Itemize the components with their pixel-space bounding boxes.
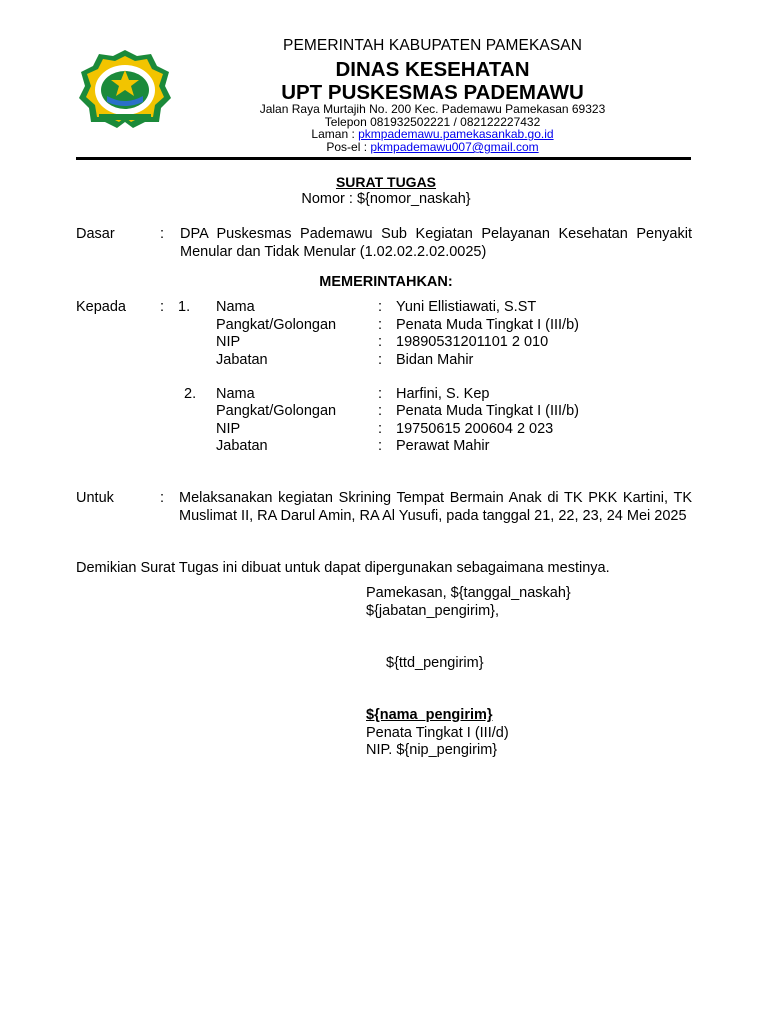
field-label: Pangkat/Golongan: [216, 403, 337, 419]
field-colon: :: [378, 299, 383, 315]
field-value: Harfini, S. Kep: [396, 385, 490, 402]
sender-nip: NIP. ${nip_pengirim}: [366, 742, 498, 758]
signature-placeholder: ${ttd_pengirim}: [386, 655, 484, 671]
field-label: NIP: [216, 334, 241, 350]
kepada-label: Kepada: [76, 299, 126, 315]
header-divider: [76, 157, 691, 160]
field-value: 19750615 200604 2 023: [396, 420, 554, 437]
dasar-text: DPA Puskesmas Pademawu Sub Kegiatan Pelayanan Kesehatan Penyakit Menular dan Tidak Menular (1.02.02.2.02.0025): [180, 226, 692, 260]
dasar-label: Dasar: [76, 226, 115, 242]
agency-name: DINAS KESEHATAN: [335, 58, 530, 81]
field-value: Yuni Ellistiawati, S.ST: [396, 299, 537, 315]
email-line: [175, 141, 690, 154]
untuk-colon: :: [160, 490, 165, 506]
dasar-colon: :: [160, 226, 165, 242]
untuk-label: Untuk: [76, 490, 114, 506]
pamekasan-logo-icon: [77, 48, 173, 128]
field-label: Jabatan: [216, 438, 268, 454]
field-colon: :: [378, 351, 383, 368]
field-value: 19890531201101 2 010: [396, 334, 549, 350]
kepada-colon: :: [160, 299, 165, 315]
unit-name: UPT PUSKESMAS PADEMAWU: [281, 81, 584, 104]
field-colon: :: [378, 334, 383, 350]
sender-position: ${jabatan_pengirim},: [366, 603, 500, 619]
sender-name: ${nama_pengirim}: [366, 707, 493, 723]
website-label: Laman :: [311, 127, 359, 141]
person-number: 2.: [184, 385, 197, 402]
letter-title: SURAT TUGAS: [335, 174, 437, 190]
field-value: Bidan Mahir: [396, 351, 474, 368]
field-label: NIP: [216, 420, 241, 437]
field-colon: :: [378, 420, 383, 437]
field-label: Pangkat/Golongan: [216, 316, 337, 333]
field-colon: :: [378, 385, 383, 402]
command-heading: MEMERINTAHKAN:: [319, 274, 453, 290]
website-link[interactable]: pkmpademawu.pamekasankab.go.id: [358, 127, 554, 141]
phone: Telepon 081932502221 / 082122227432: [324, 115, 541, 129]
field-value: Penata Muda Tingkat I (III/b): [396, 316, 579, 333]
government-name: PEMERINTAH KABUPATEN PAMEKASAN: [283, 37, 582, 54]
place-date: Pamekasan, ${tanggal_naskah}: [366, 585, 571, 601]
field-colon: :: [378, 316, 383, 333]
email-label: Pos-el :: [326, 140, 371, 154]
sender-rank: Penata Tingkat I (III/d): [366, 724, 509, 741]
field-value: Penata Muda Tingkat I (III/b): [396, 403, 579, 419]
field-label: Jabatan: [216, 351, 268, 368]
closing-sentence: Demikian Surat Tugas ini dibuat untuk dapat dipergunakan sebagaimana mestinya.: [76, 560, 610, 576]
letter-number: Nomor : ${nomor_naskah}: [301, 191, 471, 207]
email-link[interactable]: pkmpademawu007@gmail.com: [370, 140, 539, 154]
person-number: 1.: [178, 299, 191, 315]
field-colon: :: [378, 403, 383, 419]
untuk-text: Melaksanakan kegiatan Skrining Tempat Bermain Anak di TK PKK Kartini, TK Muslimat II, RA Darul Amin, RA Al Yusufi, pada tanggal 21, 22, 23, 24 Mei 2025: [179, 490, 692, 524]
address: Jalan Raya Murtajih No. 200 Kec. Pademawu Pamekasan 69323: [259, 102, 606, 116]
field-value: Perawat Mahir: [396, 438, 490, 454]
field-label: Nama: [216, 385, 255, 402]
field-label: Nama: [216, 299, 255, 315]
field-colon: :: [378, 438, 383, 454]
